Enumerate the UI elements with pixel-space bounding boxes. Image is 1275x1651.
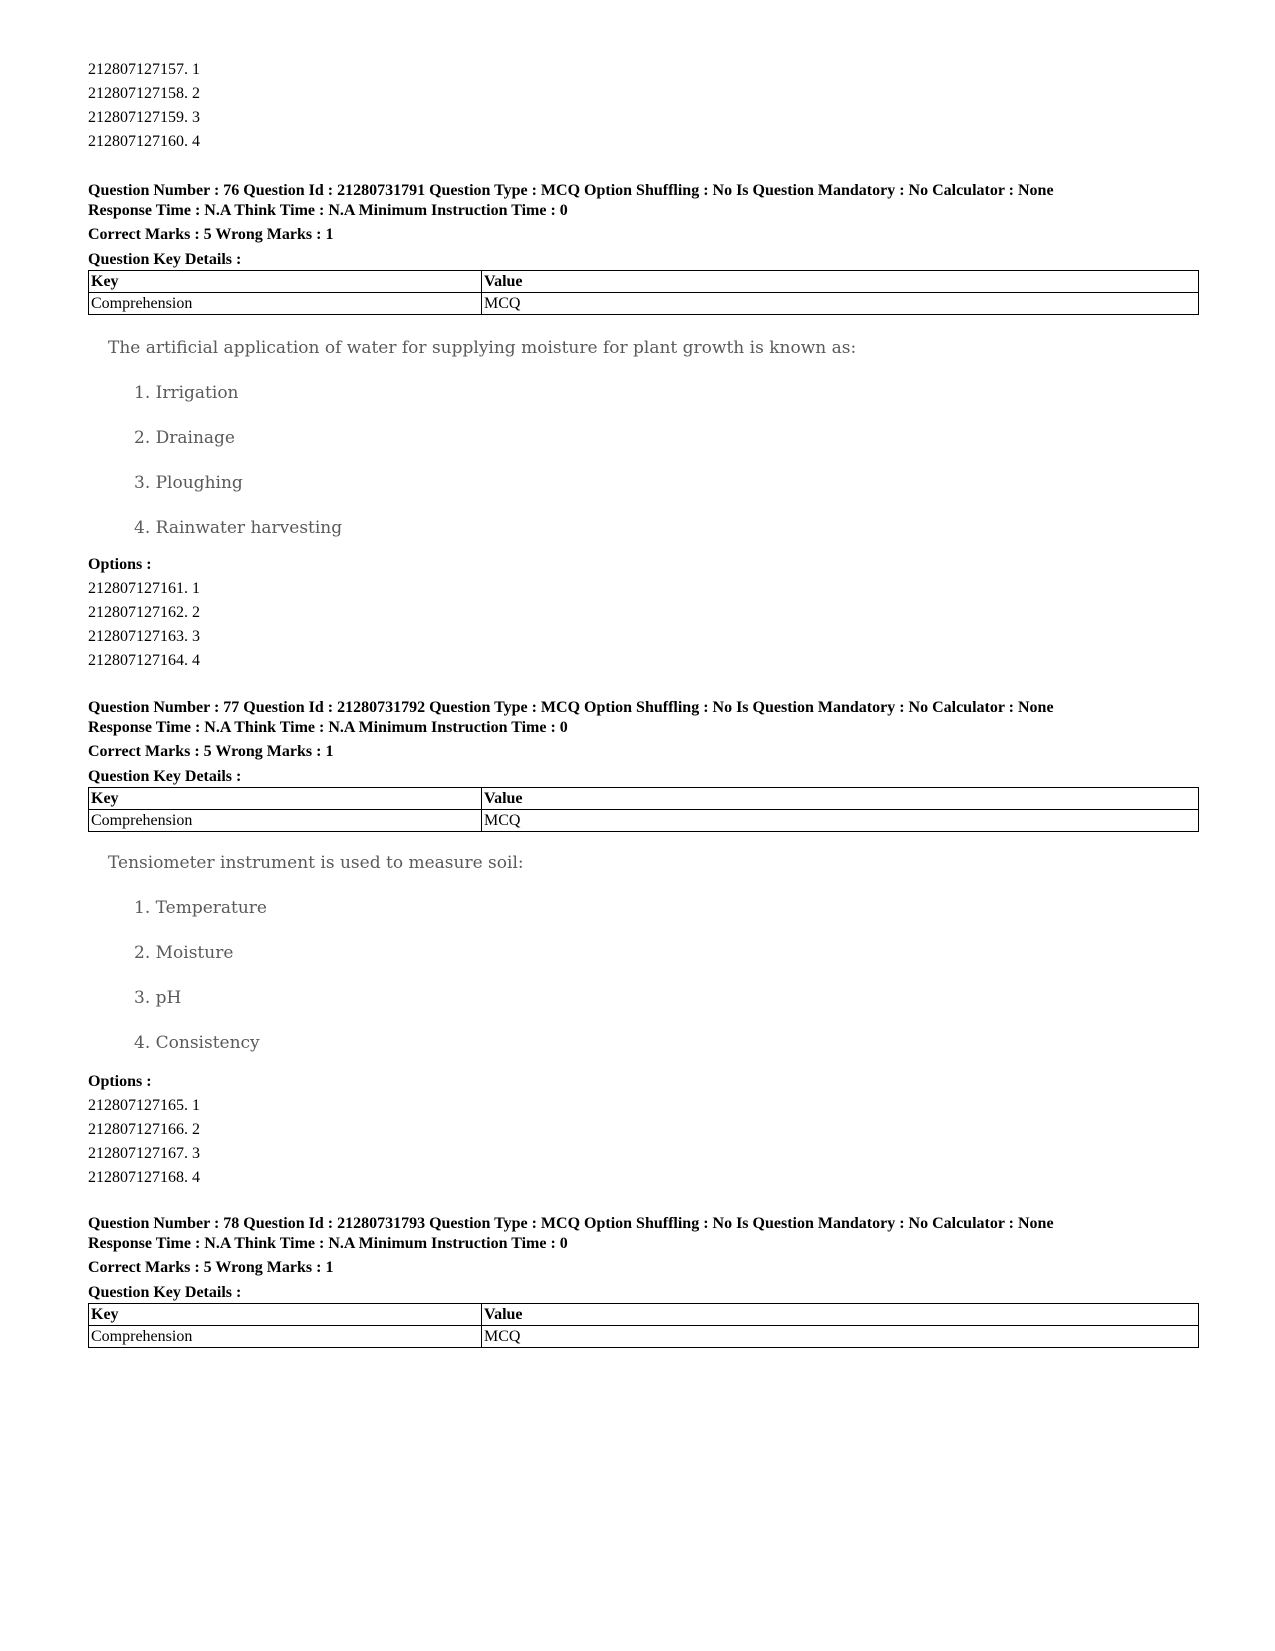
table-header-row (89, 1304, 1199, 1326)
key-header: Key (89, 1304, 482, 1326)
table-header-row (89, 271, 1199, 293)
key-details-label: Question Key Details : (88, 1284, 242, 1301)
answer-choice: 2. Drainage (134, 428, 235, 448)
option-line: 212807127158. 2 (88, 85, 200, 102)
table-row (89, 810, 1199, 832)
question-key-table (88, 1303, 1199, 1348)
key-header: Key (89, 271, 482, 293)
question-77-options (88, 1070, 200, 1190)
key-details-label: Question Key Details : (88, 768, 242, 785)
question-header: Question Number : 78 Question Id : 21280731793 Question Type : MCQ Option Shuffling : No Is Question Mandatory : No Calculator : None (88, 1215, 1054, 1232)
key-cell: Comprehension (89, 293, 482, 315)
option-line: 212807127163. 3 (88, 628, 200, 645)
question-key-table (88, 787, 1199, 832)
options-label: Options : (88, 556, 152, 573)
question-76-content (108, 338, 856, 538)
table-header-row (89, 788, 1199, 810)
answer-choice: 2. Moisture (134, 943, 234, 963)
question-marks: Correct Marks : 5 Wrong Marks : 1 (88, 1259, 334, 1276)
option-line: 212807127159. 3 (88, 109, 200, 126)
answer-choice: 4. Rainwater harvesting (134, 518, 343, 538)
option-line: 212807127168. 4 (88, 1169, 200, 1186)
value-cell: MCQ (482, 810, 1199, 832)
table-row (89, 293, 1199, 315)
key-cell: Comprehension (89, 1326, 482, 1348)
option-line: 212807127162. 2 (88, 604, 200, 621)
option-line: 212807127166. 2 (88, 1121, 200, 1138)
question-timing: Response Time : N.A Think Time : N.A Minimum Instruction Time : 0 (88, 1235, 568, 1252)
options-label: Options : (88, 1073, 152, 1090)
question-77-content (108, 853, 524, 1053)
question-header: Question Number : 76 Question Id : 21280731791 Question Type : MCQ Option Shuffling : No Is Question Mandatory : No Calculator : None (88, 182, 1054, 199)
answer-choice: 1. Temperature (134, 898, 267, 918)
option-line: 212807127157. 1 (88, 61, 200, 78)
question-77-meta (88, 698, 1198, 787)
question-78-meta (88, 1214, 1198, 1303)
question-stem: Tensiometer instrument is used to measure soil: (108, 853, 524, 873)
previous-options-list (88, 58, 200, 154)
value-cell: MCQ (482, 1326, 1199, 1348)
key-cell: Comprehension (89, 810, 482, 832)
value-header: Value (482, 788, 1199, 810)
question-76-options (88, 553, 200, 673)
key-header: Key (89, 788, 482, 810)
option-line: 212807127161. 1 (88, 580, 200, 597)
answer-choice: 1. Irrigation (134, 383, 239, 403)
question-key-table (88, 270, 1199, 315)
answer-choice: 4. Consistency (134, 1033, 260, 1053)
option-line: 212807127160. 4 (88, 133, 200, 150)
key-details-label: Question Key Details : (88, 251, 242, 268)
question-stem: The artificial application of water for supplying moisture for plant growth is known as: (108, 338, 857, 358)
option-line: 212807127165. 1 (88, 1097, 200, 1114)
answer-choice: 3. Ploughing (134, 473, 243, 493)
option-line: 212807127164. 4 (88, 652, 200, 669)
value-header: Value (482, 271, 1199, 293)
question-header: Question Number : 77 Question Id : 21280731792 Question Type : MCQ Option Shuffling : No Is Question Mandatory : No Calculator : None (88, 699, 1054, 716)
question-marks: Correct Marks : 5 Wrong Marks : 1 (88, 226, 334, 243)
value-cell: MCQ (482, 293, 1199, 315)
question-marks: Correct Marks : 5 Wrong Marks : 1 (88, 743, 334, 760)
option-line: 212807127167. 3 (88, 1145, 200, 1162)
table-row (89, 1326, 1199, 1348)
question-timing: Response Time : N.A Think Time : N.A Minimum Instruction Time : 0 (88, 719, 568, 736)
question-timing: Response Time : N.A Think Time : N.A Minimum Instruction Time : 0 (88, 202, 568, 219)
answer-choice: 3. pH (134, 988, 182, 1008)
value-header: Value (482, 1304, 1199, 1326)
question-76-meta (88, 181, 1198, 270)
